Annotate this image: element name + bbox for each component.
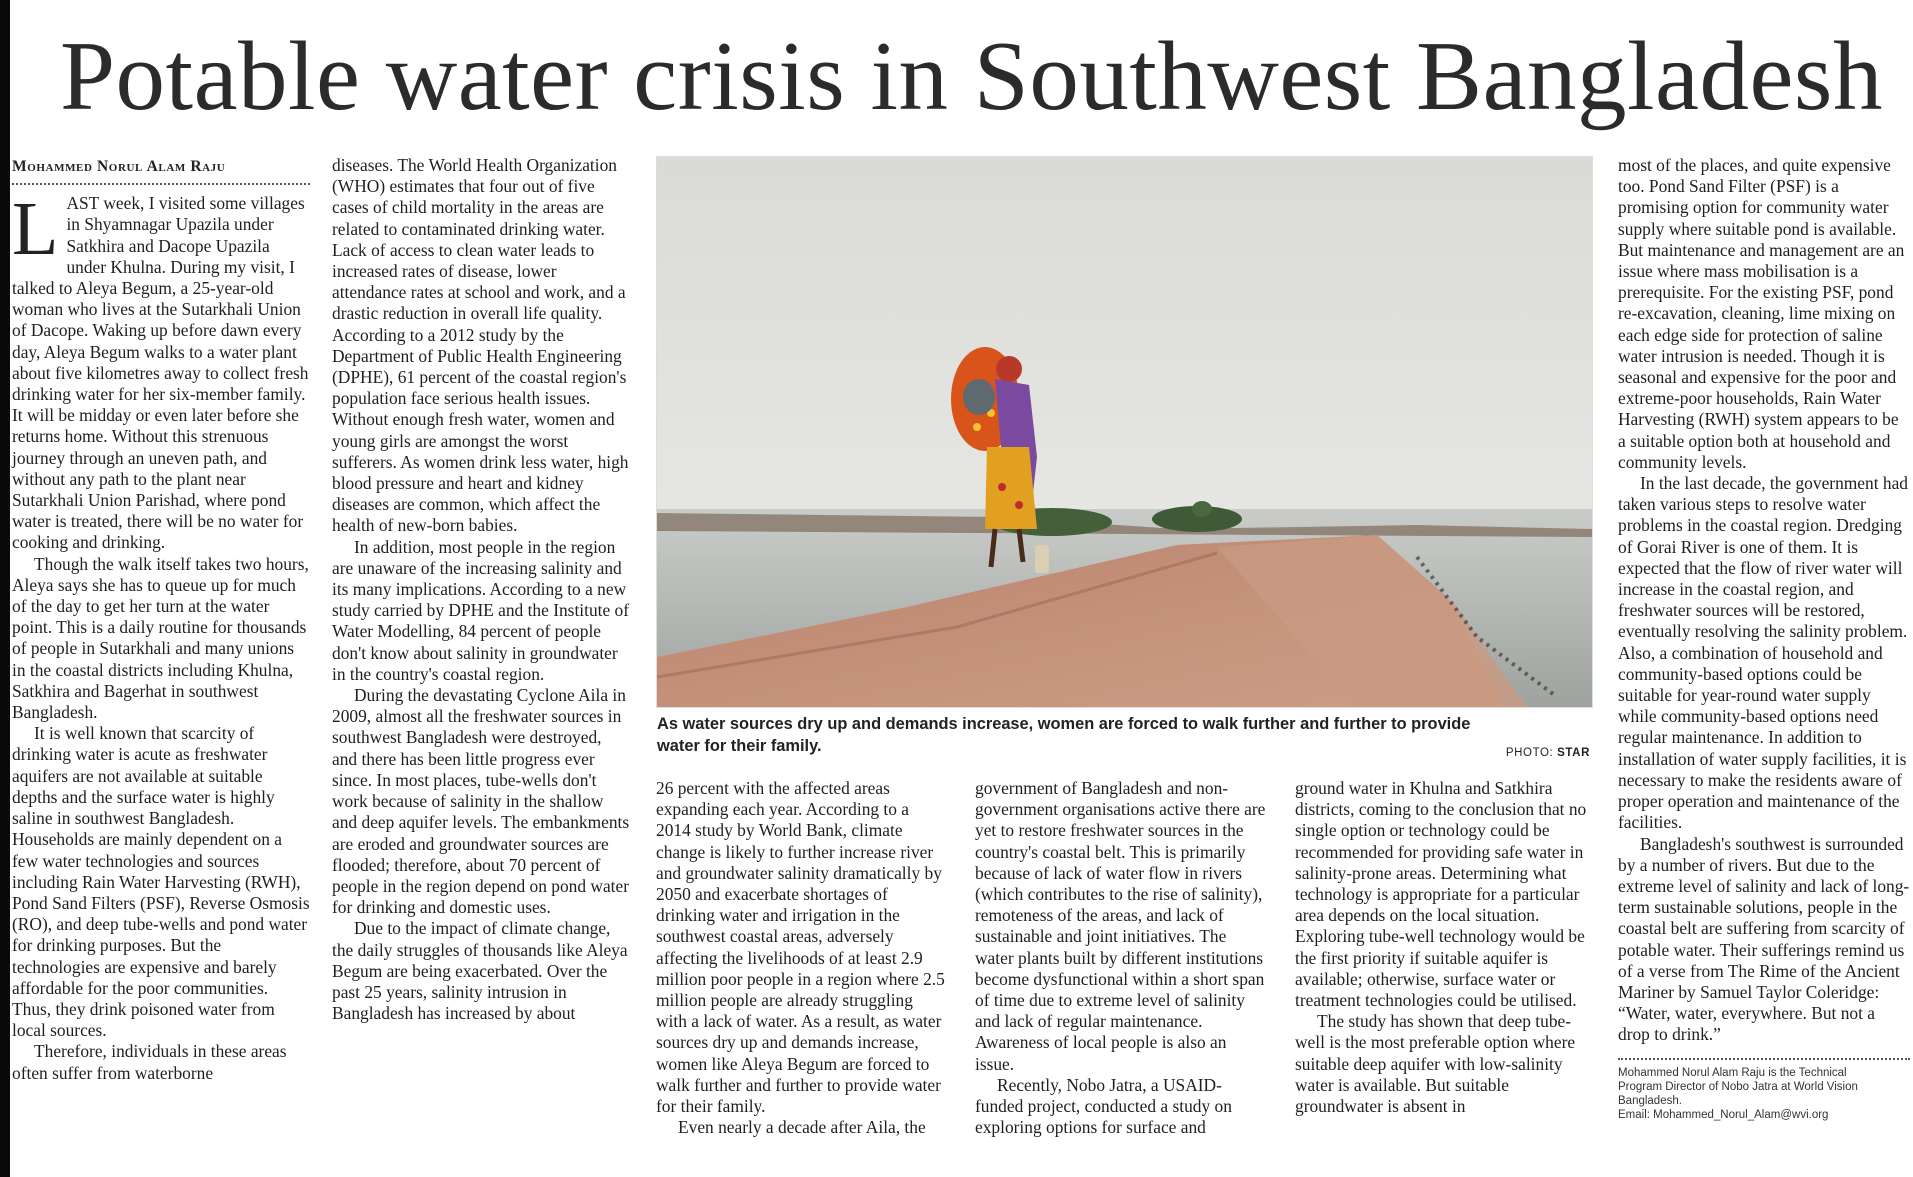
article-paragraph: Even nearly a decade after Aila, the <box>678 1117 926 1138</box>
photo-credit <box>1460 747 1590 759</box>
bio-line: Mohammed Norul Alam Raju is the Technical <box>1618 1066 1847 1079</box>
article-photo <box>656 156 1593 708</box>
article-paragraph: It is well known that scarcity of drinking water is acute as freshwater aquifers are not available at suitable depths and the surface water is highly saline in southwest Bangladesh. Households are mainly dependent on a few water technologies and sources including Rain Water Harvesting (RWH), Pond Sand Filters (PSF), Reverse Osmosis (RO), and deep tube-wells and pond water for drinking purposes. But the technologies are expensive and barely affordable for the poor communities. Thus, they drink poisoned water from local sources. <box>12 723 310 1041</box>
article-paragraph: Bangladesh's southwest is surrounded by a number of rivers. But due to the extreme level of salinity and lack of long-term sustainable solutions, people in the coastal belt are suffering from scarcity of potable water. Their sufferings remind us of a verse from The Rime of the Ancient Mariner by Samuel Taylor Coleridge: “Water, water, everywhere. But not a drop to drink.” <box>1618 833 1910 1045</box>
article-paragraph: Due to the impact of climate change, the daily struggles of thousands like Aleya Begum are being exacerbated. Over the past 25 years, salinity intrusion in Bangladesh has increased by about <box>332 918 628 1024</box>
article-paragraph: diseases. The World Health Organization (WHO) estimates that four out of five cases of child mortality in the areas are related to contaminated drinking water. Lack of access to clean water leads to increased rates of disease, lower attendance rates at school and work, and a drastic reduction in overall life quality. According to a 2012 study by the Department of Public Health Engineering (DPHE), 61 percent of the coastal region's population face serious health issues. Without enough fresh water, women and young girls are amongst the worst sufferers. As women drink less water, high blood pressure and heart and kidney diseases are common, which affect the health of new-born babies. <box>332 155 629 536</box>
article-paragraph: In the last decade, the government had taken various steps to resolve water problems in the coastal region. Dredging of Gorai River is one of them. It is expected that the flow of river water will increase in the coastal region, and freshwater sources will be restored, eventually resolving the salinity problem. Also, a combination of household and community-based options could be suitable for year-round water supply while community-based options need regular maintenance. In addition to installation of water supply facilities, it is necessary to make the residents aware of proper operation and maintenance of the facilities. <box>1618 473 1909 833</box>
article-paragraph: ground water in Khulna and Satkhira districts, coming to the conclusion that no single option or technology could be recommended for providing safe water in salinity-prone areas. Determining what technology is appropriate for a particular area depends on the local situation. Exploring tube-well technology would be the first priority if suitable aquifer is available; otherwise, surface water or treatment technologies could be utilised. <box>1295 778 1587 1011</box>
drop-cap: L <box>12 187 59 272</box>
photo-caption: As water sources dry up and demands increase, women are forced to walk further and further to provide water for their family. <box>657 715 1471 755</box>
article-paragraph: government of Bangladesh and non-government organisations active there are yet to restore freshwater sources in the country's coastal belt. This is primarily because of lack of water flow in rivers (which contributes to the rise of salinity), remoteness of the areas, and lack of sustainable and joint initiatives. The water plants built by different institutions become dysfunctional within a short span of time due to extreme level of salinity and lack of regular maintenance. Awareness of local people is also an issue. <box>975 778 1266 1074</box>
article-column-4 <box>975 778 1267 1138</box>
article-column-1 <box>12 156 310 1084</box>
photo-credit-label: PHOTO: <box>1505 747 1554 759</box>
page-edge-bar <box>0 0 10 1177</box>
article-paragraph: 26 percent with the affected areas expanding each year. According to a 2014 study by World Bank, climate change is likely to further increase river and groundwater salinity dramatically by 2050 and exacerbate shortages of drinking water and irrigation in the southwest coastal areas, adversely affecting the livelihoods of at least 2.9 million poor people in a region where 2.5 million people are already struggling with a lack of water. As a result, as water sources dry up and demands increase, women like Aleya Begum are forced to walk further and further to provide water for their family. <box>656 778 945 1117</box>
article-paragraph: In addition, most people in the region are unaware of the increasing salinity and its many implications. According to a new study carried by DPHE and the Institute of Water Modelling, 84 percent of people don't know about salinity in groundwater in the country's coastal region. <box>332 536 630 684</box>
author-byline: Mohammed Norul Alam Raju <box>12 156 310 185</box>
bio-divider <box>1618 1058 1910 1060</box>
article-column-3 <box>656 778 948 1138</box>
article-paragraph: The study has shown that deep tube-well is the most preferable option where suitable deep aquifer with low-salinity water is available. But suitable groundwater is absent in <box>1295 1011 1576 1117</box>
article-paragraph: Though the walk itself takes two hours, Aleya says she has to queue up for much of the day to get her turn at the water point. This is a daily routine for thousands of people in Sutarkhali and many unions in the coastal districts including Khulna, Satkhira and Bagerhat in southwest Bangladesh. <box>12 553 309 723</box>
article-column-2 <box>332 155 630 1024</box>
photo-credit-source: STAR <box>1557 747 1590 759</box>
bio-line: Bangladesh. <box>1618 1094 1682 1107</box>
article-paragraph: Therefore, individuals in these areas often suffer from waterborne <box>12 1041 287 1083</box>
article-headline: Potable water crisis in Southwest Bangladesh <box>60 22 1883 131</box>
article-paragraph <box>12 187 310 553</box>
photo-coastal-embankment-woman <box>657 157 1592 707</box>
bio-email: Email: Mohammed_Norul_Alam@wvi.org <box>1618 1109 1829 1122</box>
article-paragraph: During the devastating Cyclone Aila in 2009, almost all the freshwater sources in southwest Bangladesh were destroyed, and there has been little progress ever since. In most places, tube-wells don't work because of salinity in the shallow and deep aquifer levels. The embankments are eroded and groundwater sources are flooded; therefore, about 70 percent of people in the region depend on pond water for drinking and domestic uses. <box>332 685 630 918</box>
article-column-5 <box>1295 778 1591 1117</box>
author-bio <box>1618 1066 1910 1123</box>
bio-line: Program Director of Nobo Jatra at World Vision <box>1618 1080 1858 1093</box>
article-column-6 <box>1618 155 1910 1122</box>
paragraph-text: AST week, I visited some villages in Shyamnagar Upazila under Satkhira and Dacope Upazila under Khulna. During my visit, I talked to Aleya Begum, a 25-year-old woman who lives at the Sutarkhali Union of Dacope. Waking up before dawn every day, Aleya Begum walks to a water plant about five kilometres away to collect fresh drinking water for her six-member family. It will be midday or even later before she returns home. Without this strenuous journey through an uneven path, and without any path to the plant near Sutarkhali Union Parishad, where pond water is treated, there will be no water for cooking and drinking. <box>12 193 309 553</box>
article-paragraph: Recently, Nobo Jatra, a USAID-funded project, conducted a study on exploring options for surface and <box>975 1074 1232 1138</box>
article-paragraph: most of the places, and quite expensive too. Pond Sand Filter (PSF) is a promising option for community water supply where suitable pond is available. But maintenance and management are an issue where mass mobilisation is a prerequisite. For the existing PSF, pond re-excavation, cleaning, lime mixing on each edge side for protection of saline water intrusion is needed. Though it is seasonal and expensive for the poor and extreme-poor households, Rain Water Harvesting (RWH) system appears to be a suitable option both at household and community levels. <box>1618 155 1905 472</box>
